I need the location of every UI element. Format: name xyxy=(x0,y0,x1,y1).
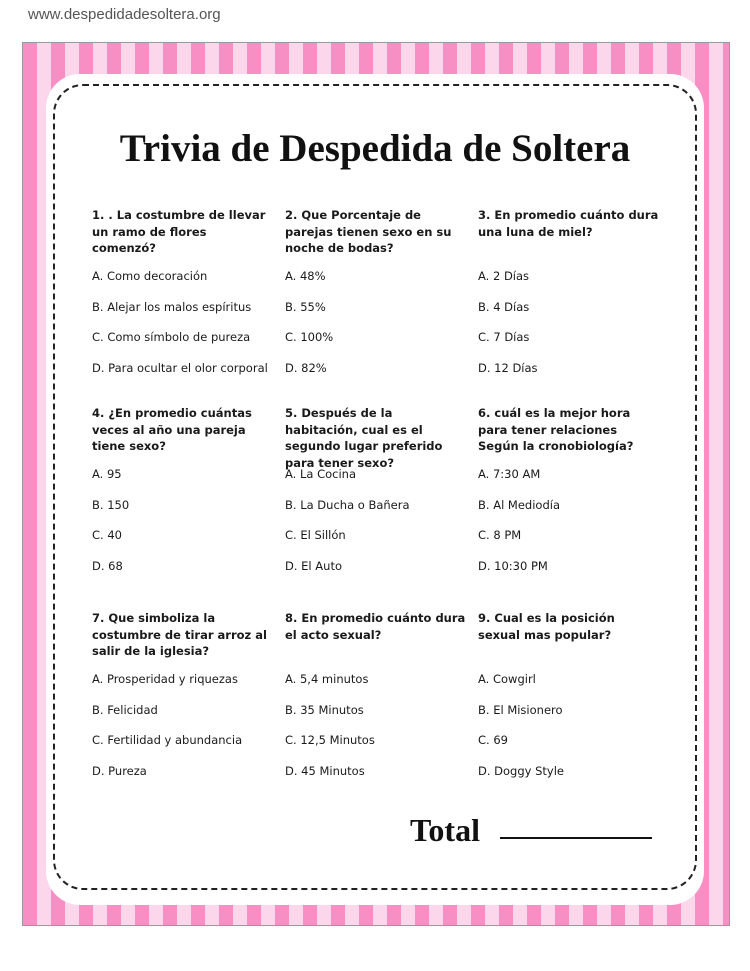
answer-option-c: C. 40 xyxy=(92,528,122,542)
answer-option-d: D. Para ocultar el olor corporal xyxy=(92,360,268,375)
question-9 xyxy=(478,610,660,794)
answer-option-c: C. 12,5 Minutos xyxy=(285,733,375,747)
question-5 xyxy=(285,405,467,589)
question-text: 6. cuál es la mejor hora para tener relaciones Según la cronobiología? xyxy=(478,406,634,453)
answer-option-d: D. Pureza xyxy=(92,763,147,778)
answer-option-c: C. 69 xyxy=(478,733,508,747)
question-text: 4. ¿En promedio cuántas veces al año una pareja tiene sexo? xyxy=(92,406,252,453)
answer-option-a: A. La Cocina xyxy=(285,467,357,481)
answer-option-a: A. Como decoración xyxy=(92,269,208,283)
answer-option-c: C. Fertilidad y abundancia xyxy=(92,733,243,747)
answer-option-c: C. Como símbolo de pureza xyxy=(92,330,251,344)
answer-option-b: B. La Ducha o Bañera xyxy=(285,497,410,512)
answer-option-d: D. 10:30 PM xyxy=(478,558,548,573)
question-text: 1. . La costumbre de llevar un ramo de flores comenzó? xyxy=(92,208,266,255)
answer-option-b: B. Felicidad xyxy=(92,702,158,717)
page-title: Trivia de Despedida de Soltera xyxy=(119,127,631,170)
total-label: Total xyxy=(410,812,480,848)
answer-option-a: A. 2 Días xyxy=(478,269,530,283)
answer-option-d: D. Doggy Style xyxy=(478,763,565,778)
answer-option-d: D. 12 Días xyxy=(478,360,538,375)
answer-option-a: A. Prosperidad y riquezas xyxy=(92,672,238,686)
answer-option-b: B. 150 xyxy=(92,497,130,512)
answer-option-c: C. El Sillón xyxy=(285,528,346,542)
answer-option-c: C. 100% xyxy=(285,330,334,344)
question-8 xyxy=(285,610,467,794)
question-text: 3. En promedio cuánto dura una luna de miel? xyxy=(478,208,659,239)
question-text: 5. Después de la habitación, cual es el segundo lugar preferido para tener sexo? xyxy=(285,406,443,470)
question-1 xyxy=(92,207,274,391)
question-3 xyxy=(478,207,660,391)
answer-option-a: A. Cowgirl xyxy=(478,672,536,686)
answer-option-b: B. 55% xyxy=(285,299,326,314)
answer-option-d: D. 82% xyxy=(285,360,327,375)
question-text: 8. En promedio cuánto dura el acto sexual? xyxy=(285,611,466,642)
answer-option-b: B. 4 Días xyxy=(478,299,530,314)
answer-option-b: B. El Misionero xyxy=(478,702,563,717)
answer-option-c: C. 8 PM xyxy=(478,528,522,542)
answer-option-b: B. Alejar los malos espíritus xyxy=(92,299,252,314)
site-url: www.despedidadesoltera.org xyxy=(28,6,221,23)
answer-option-a: A. 7:30 AM xyxy=(478,467,541,481)
answer-option-a: A. 48% xyxy=(285,269,326,283)
answer-option-c: C. 7 Días xyxy=(478,330,530,344)
answer-option-b: B. 35 Minutos xyxy=(285,702,364,717)
answer-option-d: D. El Auto xyxy=(285,558,342,573)
question-2 xyxy=(285,207,467,391)
answer-option-d: D. 45 Minutos xyxy=(285,763,365,778)
question-text: 9. Cual es la posición sexual mas popular? xyxy=(478,611,615,642)
answer-option-d: D. 68 xyxy=(92,558,123,573)
answer-option-a: A. 5,4 minutos xyxy=(285,672,369,686)
answer-option-a: A. 95 xyxy=(92,467,122,481)
question-4 xyxy=(92,405,274,589)
question-7 xyxy=(92,610,274,794)
total-answer-line xyxy=(500,837,652,839)
question-6 xyxy=(478,405,660,589)
answer-option-b: B. Al Mediodía xyxy=(478,497,560,512)
question-text: 7. Que simboliza la costumbre de tirar arroz al salir de la iglesia? xyxy=(92,611,267,658)
question-text: 2. Que Porcentaje de parejas tienen sexo en su noche de bodas? xyxy=(285,208,452,255)
